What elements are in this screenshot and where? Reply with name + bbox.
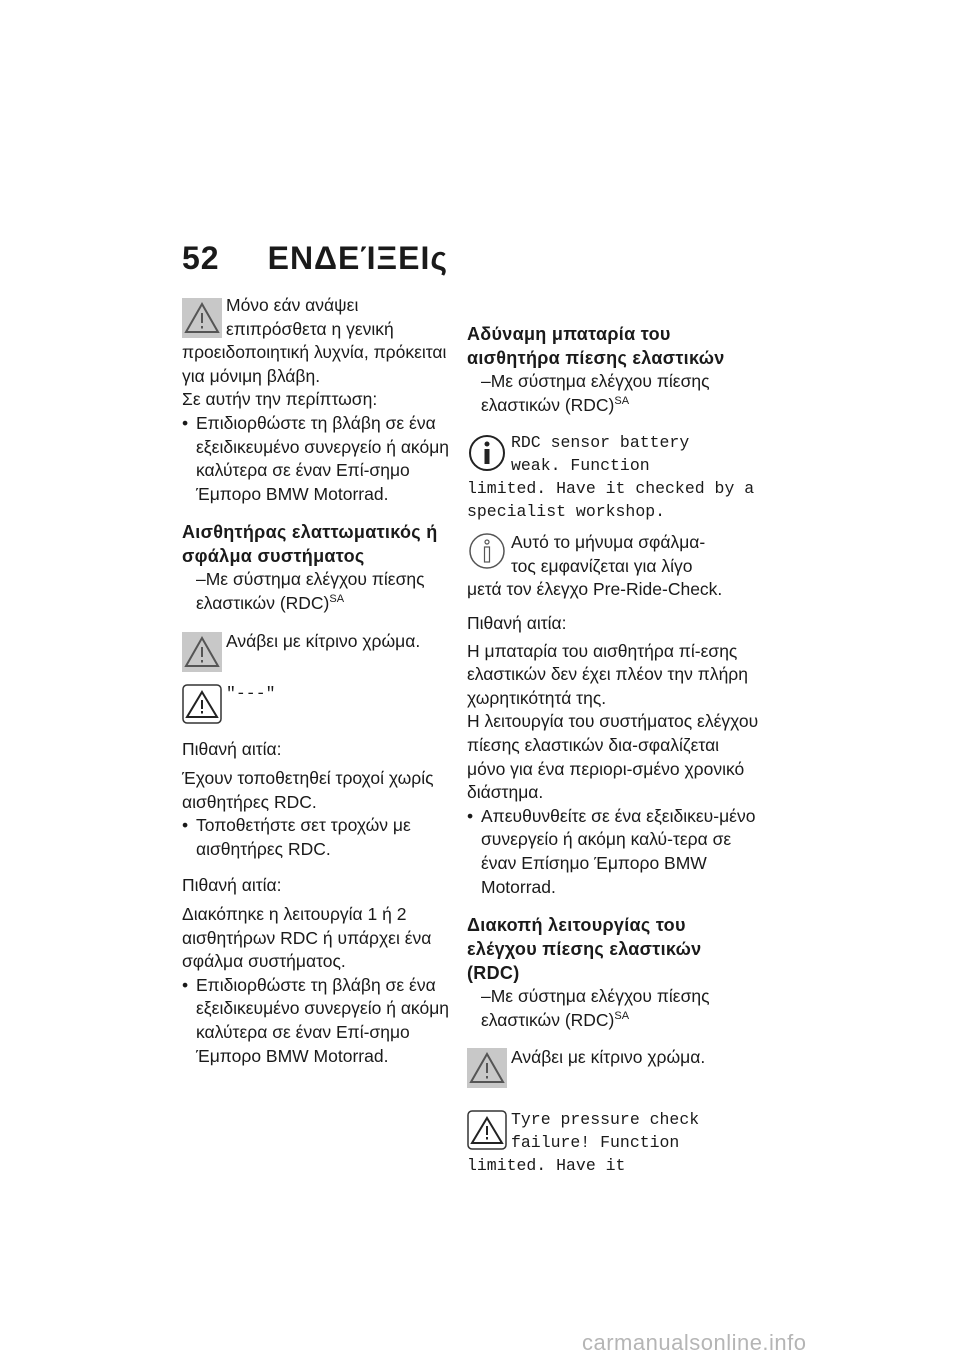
tyre-msg-line-1: Tyre pressure check (511, 1110, 700, 1130)
general-warning-note (182, 294, 472, 341)
battery-msg-line-1: RDC sensor battery (511, 433, 690, 453)
right-column (467, 294, 759, 1177)
battery-msg-rest: limited. Have it checked by a specialist workshop. (467, 479, 755, 522)
bullet-contact-workshop: • Απευθυνθείτε σε ένα εξειδικευ-μένο συνεργείο ή ακόμη καλύ-τερα σε έναν Επίσημο Έμπορο BMW Motorrad. (467, 805, 759, 899)
info-note (467, 531, 759, 578)
display-dashes: "---" (226, 683, 276, 703)
cause-1-text: Έχουν τοποθετηθεί τροχοί χωρίς αισθητήρες RDC. (182, 768, 434, 812)
yellow-text: Ανάβει με κίτρινο χρώμα. (511, 1047, 706, 1068)
rdc-condition-text: Με σύστημα ελέγχου πίεσης ελαστικών (RDC) (481, 986, 710, 1030)
cause-label: Πιθανή αιτία: (467, 612, 567, 633)
cause-2-label: Πιθανή αιτία: (182, 874, 282, 895)
info-line-1: Αυτό το μήνυμα σφάλμα- (511, 532, 706, 553)
warning-display-icon (182, 684, 222, 724)
page-number: 52 (182, 240, 220, 276)
section-title-weak-battery: Αδύναμη μπαταρία του αισθητήρα πίεσης ελαστικών (467, 324, 725, 368)
info-rest: μετά τον έλεγχο Pre-Ride-Check. (467, 579, 723, 600)
intro-line-2: επιπρόσθετα η γενική (226, 318, 394, 339)
section-title-sensor-fault: Αισθητήρας ελαττωματικός ή σφάλμα συστήματος (182, 522, 438, 567)
left-column (182, 294, 472, 1068)
sa-superscript: SA (329, 593, 345, 606)
info-circle-icon (467, 433, 507, 473)
cause-2-text: Διακόπηκε η λειτουργία 1 ή 2 αισθητήρων RDC ή υπάρχει ένα σφάλμα συστήματος. (182, 904, 432, 972)
section-title-rdc-failure: Διακοπή λειτουργίας του ελέγχου πίεσης ελαστικών (RDC) (467, 915, 702, 984)
case-label: Σε αυτήν την περίπτωση: (182, 389, 378, 410)
rdc-condition-2: –Με σύστημα ελέγχου πίεσης ελαστικών (RDC)$^{SA}$ (481, 986, 710, 1030)
bullet-fit-wheels: • Τοποθετήστε σετ τροχών με αισθητήρες RDC. (182, 814, 472, 861)
info-line-2: τος εμφανίζεται για λίγο (511, 555, 693, 576)
page-title: ΕΝΔΕΊΞΕΙς (267, 240, 449, 276)
cause-text-1: Η μπαταρία του αισθητήρα πί-εσης ελαστικών δεν έχει πλέον την πλήρη χωρητικότητά της. (467, 640, 748, 708)
cause-text-2: Η λειτουργία του συστήματος ελέγχου πίεσης ελαστικών δια-σφαλίζεται μόνο για ένα περιορι-σμένο χρονικό διάστημα. (467, 711, 759, 803)
battery-message (467, 431, 759, 477)
warning-light-gray-icon (467, 1048, 507, 1088)
bullet-repair-1: • Επιδιορθώστε τη βλάβη σε ένα εξειδικευμένο συνεργείο ή ακόμη καλύτερα σε έναν Επί-σημο Έμπορο BMW Motorrad. (182, 412, 472, 506)
warning-light-gray-icon (182, 632, 222, 672)
bullet-repair-2: • Επιδιορθώστε τη βλάβη σε ένα εξειδικευμένο συνεργείο ή ακόμη καλύτερα σε έναν Επί-σημο Έμπορο BMW Motorrad. (182, 974, 472, 1068)
watermark: carmanualsonline.info (582, 1330, 807, 1355)
battery-msg-line-2: weak. Function (511, 456, 650, 476)
intro-rest: προειδοποιητική λυχνία, πρόκειται για μόνιμη βλάβη. (182, 342, 447, 386)
rdc-condition-text: Με σύστημα ελέγχου πίεσης ελαστικών (RDC) (196, 569, 425, 613)
tyre-pressure-message (467, 1108, 759, 1154)
rdc-condition: –Με σύστημα ελέγχου πίεσης ελαστικών (RDC)$^{SA}$ (196, 569, 425, 613)
tyre-msg-line-2: failure! Function (511, 1133, 680, 1153)
yellow-text: Ανάβει με κίτρινο χρώμα. (226, 630, 421, 651)
page-header (182, 240, 448, 277)
yellow-indicator-note (182, 630, 472, 676)
rdc-condition: –Με σύστημα ελέγχου πίεσης ελαστικών (RDC)$^{SA}$ (481, 371, 710, 415)
info-outline-icon (467, 531, 507, 571)
tyre-msg-rest: limited. Have it (467, 1156, 626, 1176)
intro-line-1: Μόνο εάν ανάψει (226, 295, 359, 315)
warning-light-gray-icon (182, 298, 222, 338)
rdc-condition-text: Με σύστημα ελέγχου πίεσης ελαστικών (RDC) (481, 371, 710, 415)
warning-display-icon (467, 1110, 507, 1150)
sa-superscript: SA (614, 1009, 630, 1022)
yellow-indicator-note (467, 1046, 759, 1106)
cause-1-label: Πιθανή αιτία: (182, 738, 282, 759)
display-message-note (182, 682, 472, 728)
sa-superscript: SA (614, 394, 630, 407)
